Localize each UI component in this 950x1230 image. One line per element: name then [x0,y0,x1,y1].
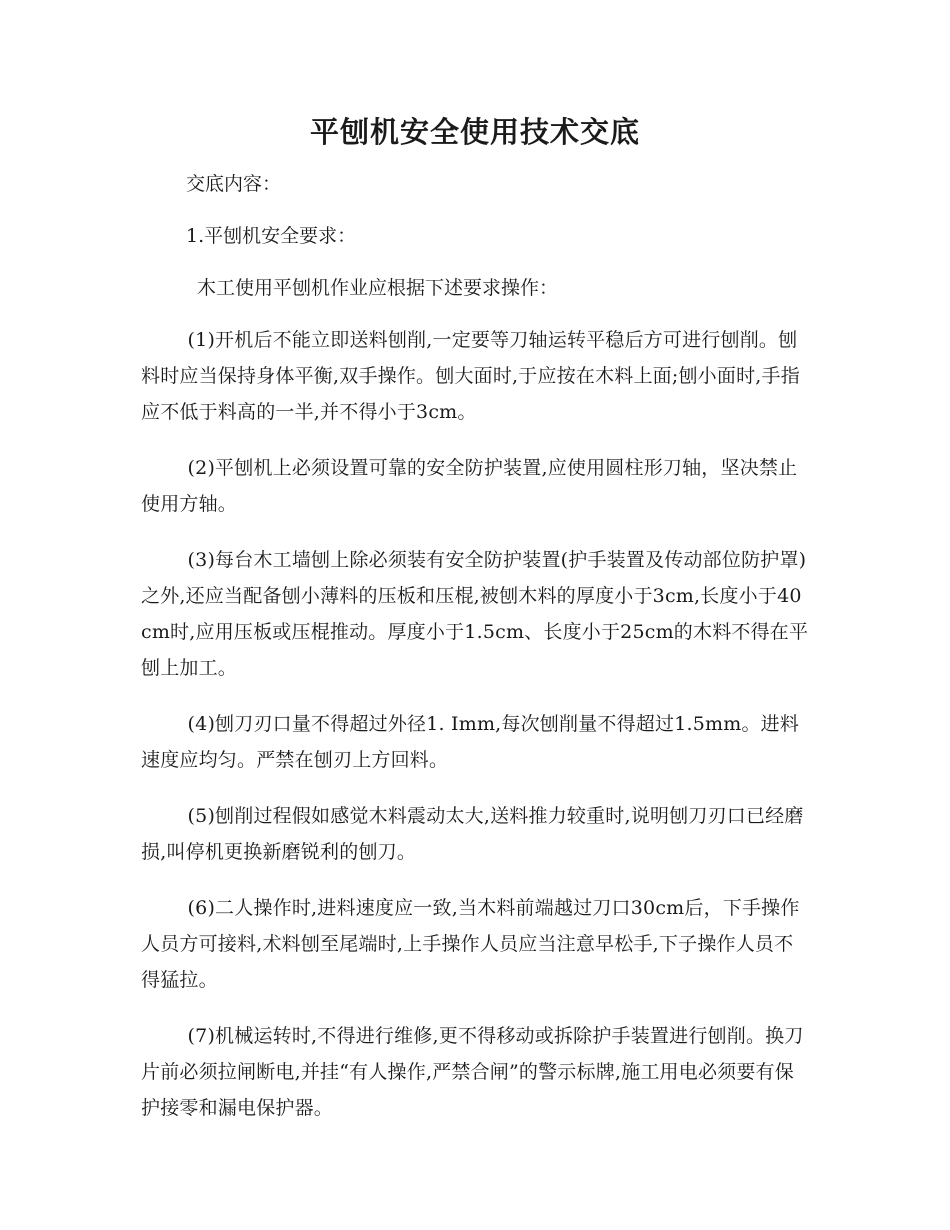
document-title: 平刨机安全使用技术交底 [309,115,640,149]
paragraph-item-6: (6)二人操作时,进料速度应一致,当木料前端越过刀口30cm后，下手操作人员方可接料,术料刨至尾端时,上手操作人员应当注意早松手,下子操作人员不得猛拉。 [141,897,800,991]
paragraph-item-3: (3)每台木工墙刨上除必须装有安全防护装置(护手装置及传动部位防护罩)之外,还应当配备刨小薄料的压板和压棍,被刨木料的厚度小于3cm,长度小于40cm时,应用压板或压棍推动。厚度小于1.5cm、长度小于25cm的木料不得在平刨上加工。 [141,549,809,679]
section-heading: 1.平刨机安全要求： [186,225,357,247]
paragraph-item-2: (2)平刨机上必须设置可靠的安全防护装置,应使用圆柱形刀轴，坚决禁止使用方轴。 [141,457,798,515]
intro-label: 交底内容： [186,173,282,195]
paragraph-item-5: (5)刨削过程假如感觉木料震动太大,送料推力较重时,说明刨刀刃口已经磨损,叫停机更换新磨锐利的刨刀。 [141,805,804,863]
paragraph-item-4: (4)刨刀刃口量不得超过外径1. Imm,每次刨削量不得超过1.5mm。进料速度应均匀。严禁在刨刃上方回料。 [141,713,800,771]
document-body [141,168,811,1146]
section-intro: 木工使用平刨机作业应根据下述要求操作： [197,277,559,299]
paragraph-item-7: (7)机械运转时,不得进行维修,更不得移动或拆除护手装置进行刨削。换刀片前必须拉闸断电,并挂“有人操作,严禁合闸”的警示标牌,施工用电必须要有保护接零和漏电保护器。 [141,1025,804,1119]
paragraph-item-1: (1)开机后不能立即送料刨削,一定要等刀轴运转平稳后方可进行刨削。刨料时应当保持身体平衡,双手操作。刨大面时,于应按在木料上面;刨小面时,手指应不低于料高的一半,并不得小于3cm。 [141,329,800,423]
